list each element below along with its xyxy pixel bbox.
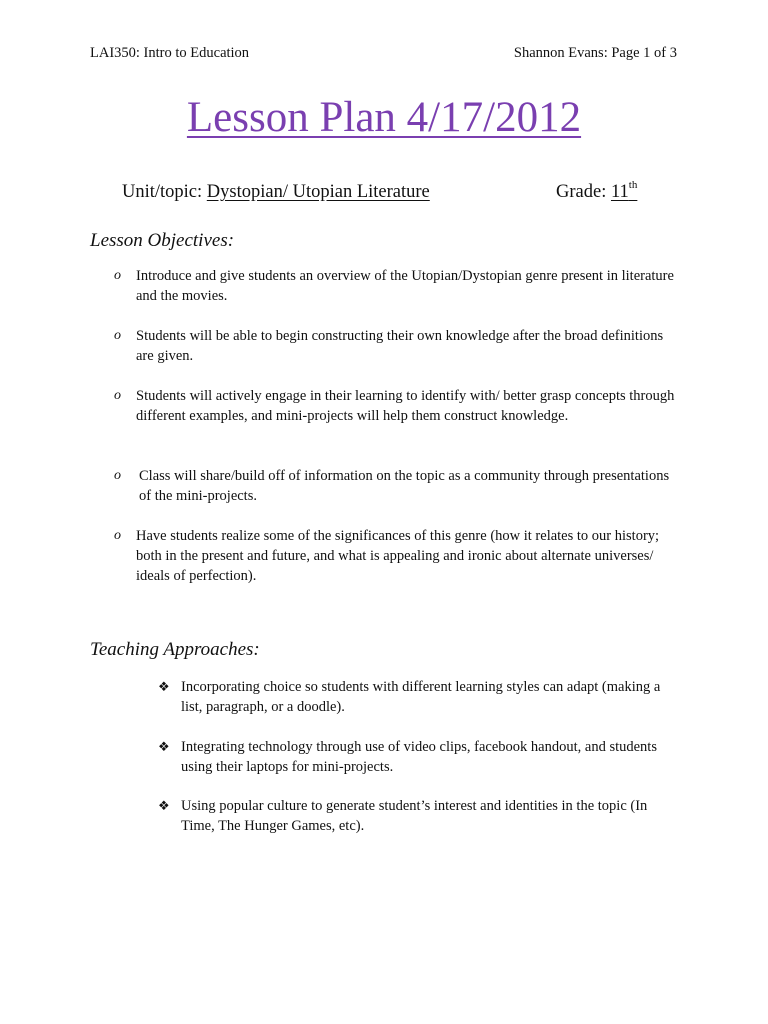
objective-item — [114, 386, 676, 426]
teaching-item — [158, 677, 681, 717]
circle-bullet-icon: o — [114, 468, 121, 483]
circle-bullet-icon: o — [114, 528, 121, 543]
objective-text: Class will share/build off of information on the topic as a community through presentations of the mini-projects. — [139, 468, 670, 504]
teaching-text: Integrating technology through use of video clips, facebook handout, and students using their laptops for mini-projects. — [181, 739, 657, 775]
objective-text: Students will actively engage in their learning to identify with/ better grasp concepts through different examples, and mini-projects will help them construct knowledge. — [136, 388, 675, 424]
objective-item — [114, 266, 676, 306]
diamond-bullet-icon: ❖ — [158, 739, 170, 754]
objective-text: Students will be able to begin constructing their own knowledge after the broad definitions are given. — [136, 328, 664, 364]
page-title-text: Lesson Plan 4/17/2012 — [186, 94, 582, 141]
teaching-item — [158, 737, 681, 777]
diamond-bullet-icon: ❖ — [158, 679, 170, 694]
objective-text: Have students realize some of the significances of this genre (how it relates to our history; both in the present and future, and what is appealing and ironic about alternate universes/ ideals of perfection). — [136, 528, 660, 584]
unit-topic — [122, 182, 430, 203]
circle-bullet-icon: o — [114, 328, 121, 343]
grade-suffix: th — [628, 179, 638, 191]
objective-item — [114, 466, 676, 506]
unit-value: Dystopian/ Utopian Literature — [206, 182, 430, 202]
teaching-text: Using popular culture to generate student’s interest and identities in the topic (In Time, The Hunger Games, etc). — [181, 798, 648, 834]
objectives-heading: Lesson Objectives: — [90, 230, 235, 251]
grade — [556, 179, 638, 203]
grade-label: Grade: — [556, 182, 611, 202]
diamond-bullet-icon: ❖ — [158, 798, 170, 813]
grade-number: 11 — [610, 182, 629, 202]
page-title — [0, 92, 768, 144]
objective-text: Introduce and give students an overview of the Utopian/Dystopian genre present in literature and the movies. — [136, 268, 674, 304]
circle-bullet-icon: o — [114, 268, 121, 283]
grade-value — [610, 179, 638, 202]
header-course: LAI350: Intro to Education — [90, 45, 250, 61]
teaching-text: Incorporating choice so students with different learning styles can adapt (making a list, paragraph, or a doodle). — [181, 679, 661, 715]
teaching-item — [158, 796, 681, 836]
objective-item — [114, 526, 676, 586]
unit-label: Unit/topic: — [122, 182, 207, 202]
teaching-heading: Teaching Approaches: — [90, 639, 260, 660]
circle-bullet-icon: o — [114, 388, 121, 403]
objective-item — [114, 326, 676, 366]
header-author-page: Shannon Evans: Page 1 of 3 — [513, 45, 677, 61]
